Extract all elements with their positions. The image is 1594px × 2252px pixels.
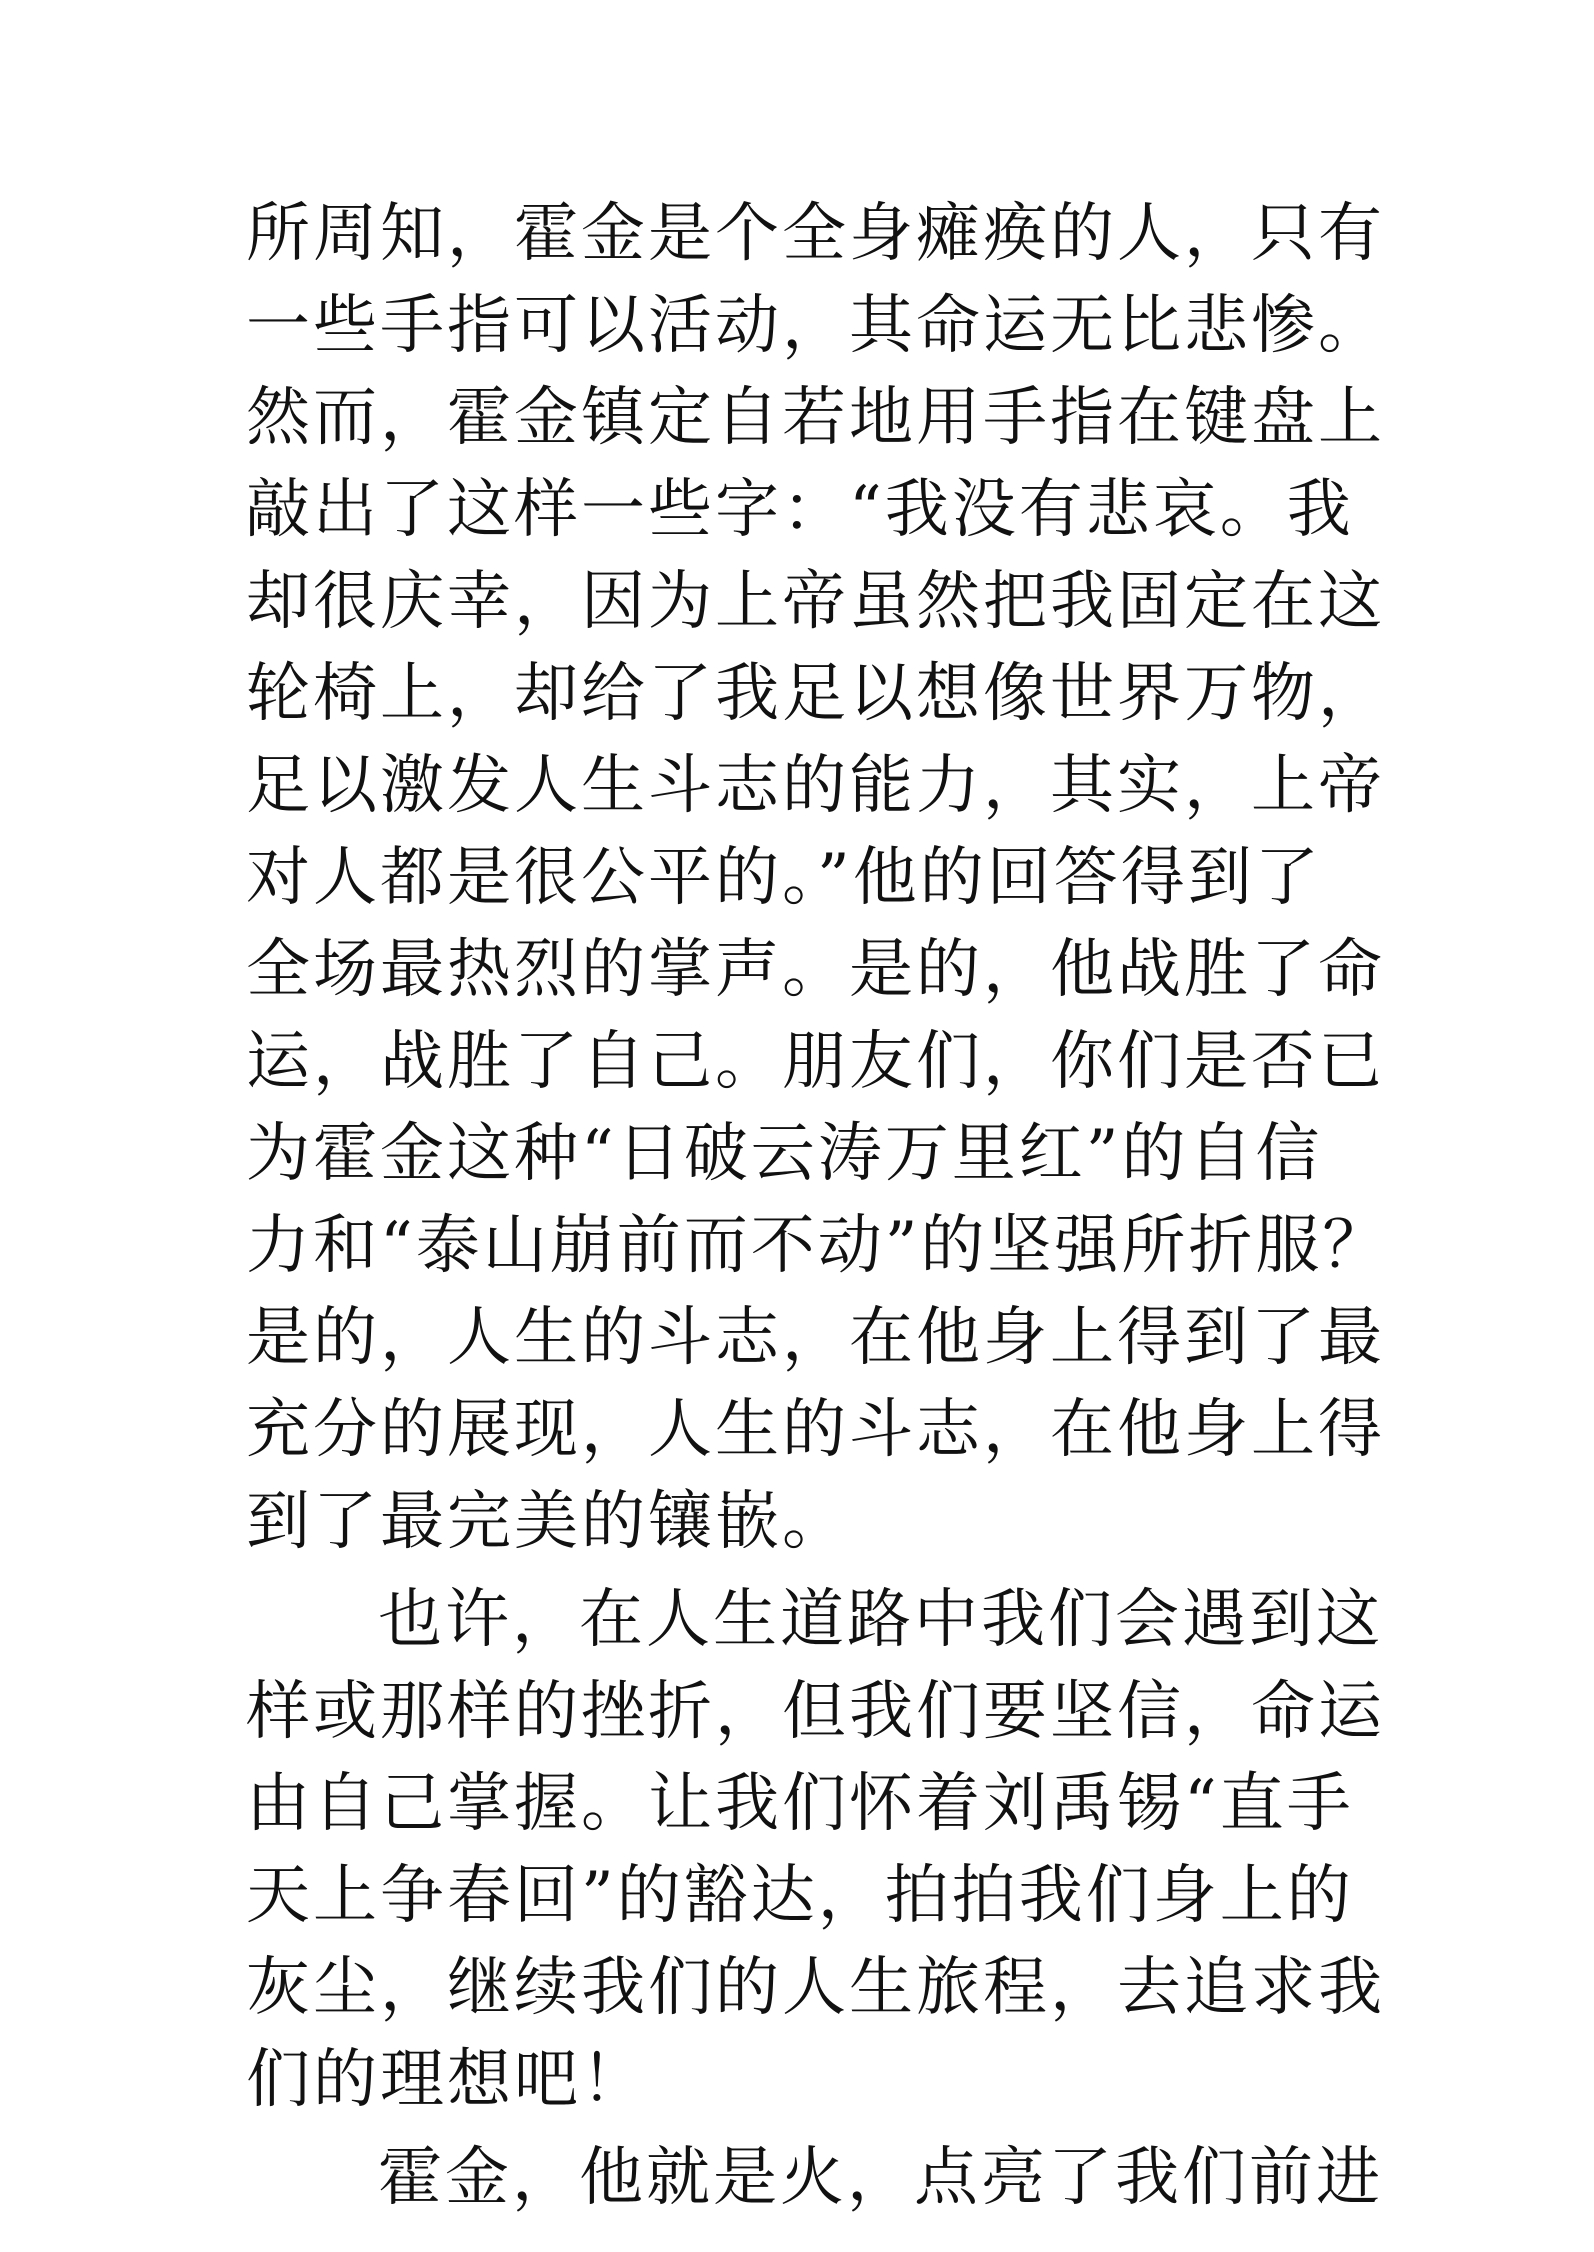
text-line: 霍金，他就是火，点亮了我们前进 bbox=[378, 2141, 1383, 2215]
text-line: 为霍金这种“日破云涛万里红”的自信 bbox=[246, 1117, 1323, 1191]
text-line: 足以激发人生斗志的能力，其实，上帝 bbox=[246, 749, 1385, 823]
text-line: 天上争春回”的豁达，拍拍我们身上的 bbox=[246, 1859, 1354, 1933]
text-line: 到了最完美的镶嵌。 bbox=[246, 1485, 849, 1559]
text-line: 对人都是很公平的。”他的回答得到了 bbox=[246, 841, 1322, 915]
text-line: 也许，在人生道路中我们会遇到这 bbox=[378, 1583, 1383, 1657]
text-line: 们的理想吧！ bbox=[246, 2043, 648, 2117]
text-line: 然而，霍金镇定自若地用手指在键盘上 bbox=[246, 381, 1385, 455]
paragraph-3 bbox=[246, 2132, 1383, 2224]
text-line: 样或那样的挫折，但我们要坚信，命运 bbox=[246, 1675, 1385, 1749]
text-line: 由自己掌握。让我们怀着刘禹锡“直手 bbox=[246, 1767, 1354, 1841]
text-line: 力和“泰山崩前而不动”的坚强所折服？ bbox=[246, 1209, 1390, 1283]
text-line: 运，战胜了自己。朋友们，你们是否已 bbox=[246, 1025, 1385, 1099]
paragraph-2 bbox=[246, 1574, 1385, 2126]
text-line: 灰尘，继续我们的人生旅程，去追求我 bbox=[246, 1951, 1385, 2025]
text-line: 轮椅上，却给了我足以想像世界万物， bbox=[246, 657, 1385, 731]
text-line: 一些手指可以活动，其命运无比悲惨。 bbox=[246, 289, 1385, 363]
text-line: 所周知，霍金是个全身瘫痪的人，只有 bbox=[246, 197, 1385, 271]
body-text bbox=[246, 188, 1390, 2224]
text-line: 是的，人生的斗志，在他身上得到了最 bbox=[246, 1301, 1385, 1375]
text-line: 敲出了这样一些字：“我没有悲哀。我 bbox=[246, 473, 1354, 547]
paragraph-1 bbox=[246, 188, 1390, 1568]
text-line: 全场最热烈的掌声。是的，他战胜了命 bbox=[246, 933, 1385, 1007]
text-line: 却很庆幸，因为上帝虽然把我固定在这 bbox=[246, 565, 1385, 639]
text-line: 充分的展现，人生的斗志，在他身上得 bbox=[246, 1393, 1385, 1467]
